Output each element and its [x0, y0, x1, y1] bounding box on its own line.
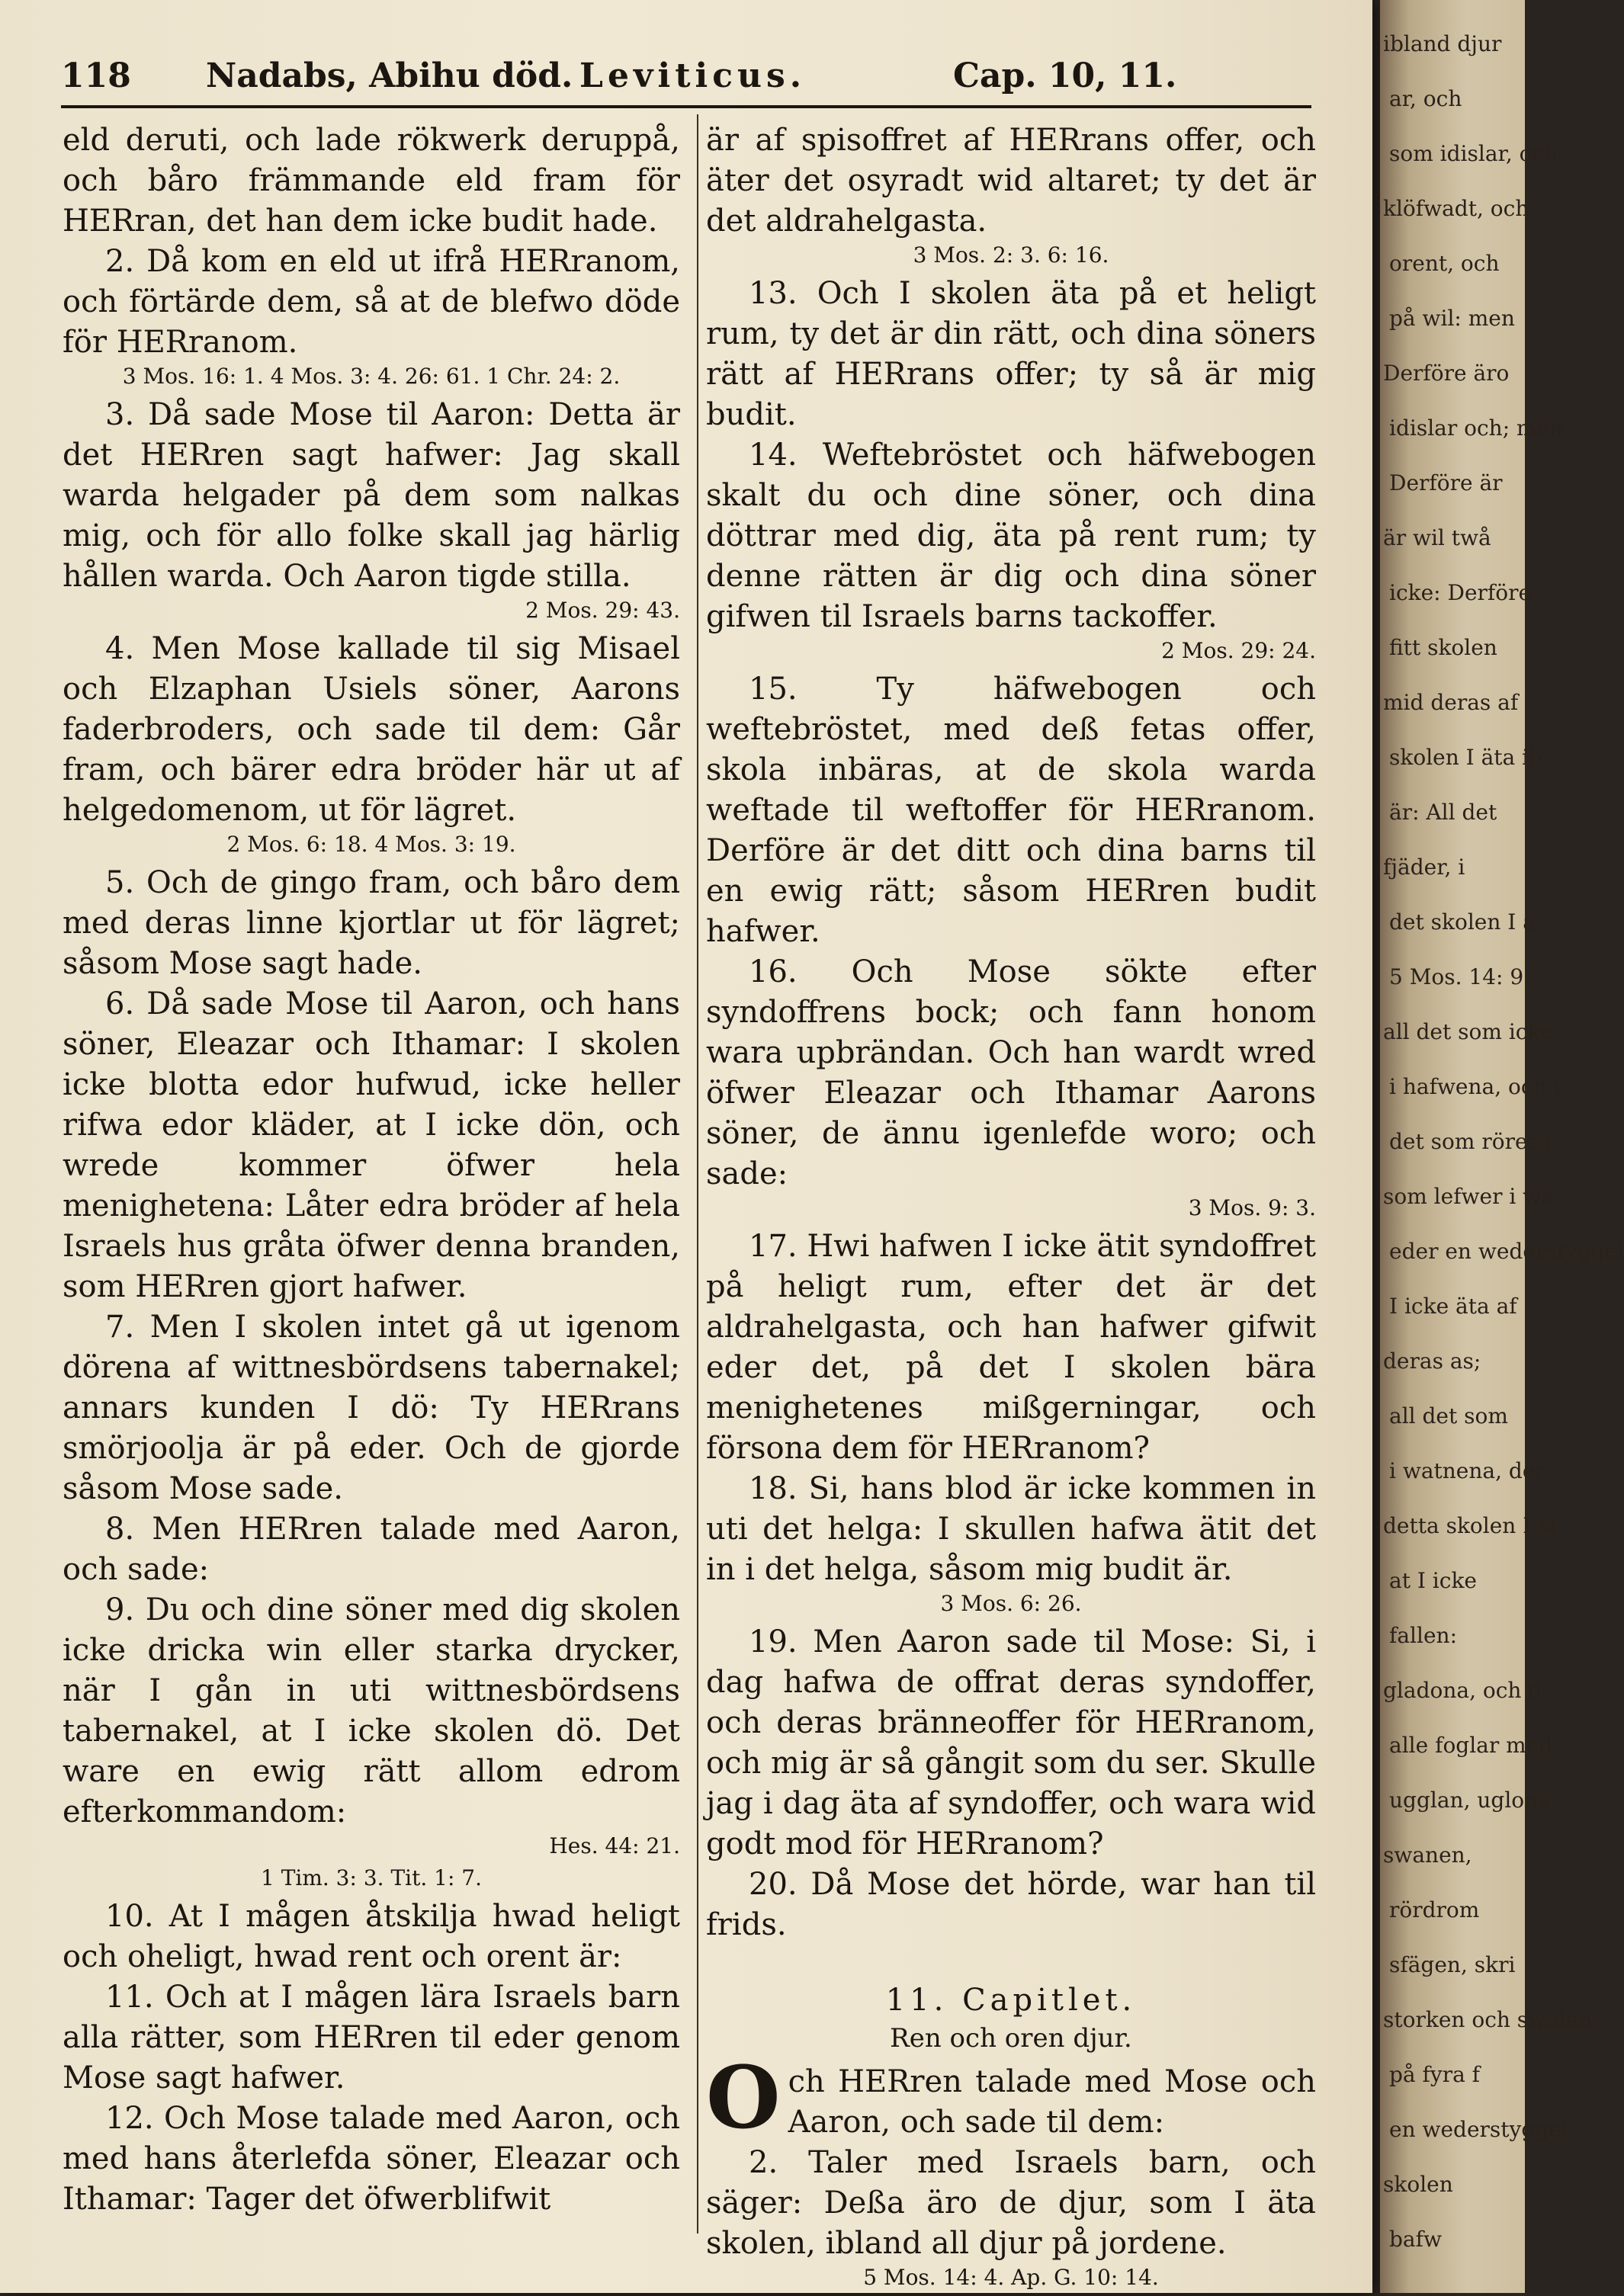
adjacent-page-text: som lefwer i wa: [1383, 1184, 1554, 1209]
adjacent-page-text: at I icke: [1389, 1568, 1477, 1593]
adjacent-page-text: är: All det: [1389, 800, 1497, 825]
adjacent-page-text: all det som icke: [1383, 1019, 1554, 1044]
chapter-first-verse: [706, 2048, 1316, 2148]
verse-paragraph: 7. Men I skolen intet gå ut igenom dörena af wittnesbördsens tabernakel; annars kunden I dö: Ty HERrans smörjoolja är på eder. Och de gjorde såsom Mose sade.: [63, 1310, 680, 1506]
adjacent-page-text: detta skolen I st: [1383, 1513, 1558, 1538]
verse-paragraph: 2. Då kom en eld ut ifrå HERranom, och förtärde dem, så at de blefwo döde för HERranom.: [63, 244, 680, 360]
adjacent-page-text: orent, och: [1389, 251, 1500, 276]
verse-paragraph: 2. Taler med Israels barn, och säger: Deßa äro de djur, som I äta skolen, ibland all djur på jordene.: [706, 2145, 1316, 2261]
verse-paragraph: 14. Weftebröstet och häfwebogen skalt du och dine söner, och dina döttrar med dig, äta på rent rum; ty denne rätten är dig och dina söner gifwen til Israels barns tackoffer.: [706, 438, 1316, 634]
cross-reference: 3 Mos. 9: 3.: [1188, 1195, 1316, 1220]
adjacent-page-text: skolen: [1383, 2172, 1453, 2197]
cross-reference: Hes. 44: 21.: [549, 1833, 680, 1858]
adjacent-page-text: som idislar, och: [1389, 141, 1558, 166]
verse-paragraph: 3. Då sade Mose til Aaron: Detta är det HERren sagt hafwer: Jag skall warda helgader på dem som nalkas mig, och för allo folke skall jag härlig hållen warda. Och Aaron tigde stilla.: [63, 397, 680, 594]
adjacent-page-text: Derföre är: [1389, 470, 1503, 495]
adjacent-page-text: rördrom: [1389, 1897, 1480, 1922]
adjacent-page-text: i watnena, der: [1389, 1458, 1545, 1483]
adjacent-page-text: swanen,: [1383, 1842, 1472, 1868]
adjacent-page-text: fallen:: [1389, 1623, 1458, 1648]
right-column-verses: [706, 120, 1316, 1945]
adjacent-page-text: icke: Derföre: [1389, 580, 1532, 605]
verse-paragraph: 12. Och Mose talade med Aaron, och med hans återlefda söner, Eleazar och Ithamar: Tager det öfwerblifwit: [63, 2101, 680, 2217]
verse-paragraph: 6. Då sade Mose til Aaron, och hans söner, Eleazar och Ithamar: I skolen icke blotta edor hufwud, icke heller rifwa edor kläder, at I icke dön, och wrede kommer öfwer hela menighetena: Låter edra bröder af hela Israels hus gråta öfwer denna branden, som HERren gjort hafwer.: [63, 986, 680, 1304]
cross-reference: 2 Mos. 6: 18. 4 Mos. 3: 19.: [226, 832, 516, 857]
verse-paragraph: 10. At I mågen åtskilja hwad heligt och oheligt, hwad rent och orent är:: [63, 1899, 680, 1974]
adjacent-page-text: är wil twå: [1383, 525, 1491, 550]
cross-reference: 2 Mos. 29: 43.: [525, 598, 680, 623]
verse-paragraph: 17. Hwi hafwen I icke ätit syndoffret på heligt rum, efter det är det aldrahelgasta, och han hafwer gifwit eder det, på det I skolen bära menighetenes mißgerningar, och försona dem för HERranom?: [706, 1229, 1316, 1466]
adjacent-page-text: klöfwadt, och: [1383, 196, 1529, 221]
cross-reference: 3 Mos. 2: 3. 6: 16.: [913, 242, 1109, 268]
verse-paragraph: 5. Och de gingo fram, och båro dem med deras linne kjortlar ut för lägret; såsom Mose sagt hade.: [63, 865, 680, 981]
chapter-verses: [706, 2143, 1316, 2291]
adjacent-page-text: ugglan, uglona,: [1389, 1788, 1558, 1813]
page-number: 118: [61, 56, 131, 95]
cross-reference: 3 Mos. 6: 26.: [940, 1591, 1082, 1616]
adjacent-page-text: fjäder, i: [1383, 855, 1465, 880]
chapter-summary: Ren och oren djur.: [890, 2023, 1132, 2054]
header-rule: [61, 105, 1311, 108]
first-verse-text: ch HERren talade med Mose och Aaron, och sade til dem:: [788, 2064, 1316, 2140]
adjacent-page-text: Derföre äro: [1383, 361, 1510, 386]
chapter-title: 11. Capitlet.: [885, 1983, 1137, 2018]
left-column: [63, 120, 680, 2220]
adjacent-page-text: ar, och: [1389, 86, 1462, 111]
adjacent-page-text: ibland djur: [1383, 31, 1502, 56]
verse-continuation: eld deruti, och lade rökwerk deruppå, och båro främmande eld fram för HERran, det han dem icke budit hade.: [63, 123, 680, 239]
adjacent-page-text: det skolen I ä: [1389, 909, 1536, 935]
adjacent-page-text: på fyra f: [1389, 2062, 1481, 2087]
adjacent-page-text: deras as;: [1383, 1348, 1481, 1374]
verse-paragraph: 19. Men Aaron sade til Mose: Si, i dag hafwa de offrat deras syndoffer, och deras bränneoffer för HERranom, och mig är så gångit som du ser. Skulle jag i dag äta af syndoffer, och wara wid godt mod för HERranom?: [706, 1624, 1316, 1861]
chapter-reference: Cap. 10, 11.: [953, 56, 1177, 95]
adjacent-page-text: idislar och; men: [1389, 415, 1564, 441]
verse-paragraph: 16. Och Mose sökte efter syndoffrens bock; och fann honom wara upbrändan. Och han wardt wred öfwer Eleazar och Ithamar Aarons söner, de ännu igenlefde woro; och sade:: [706, 954, 1316, 1191]
adjacent-page-text: I icke äta af: [1389, 1294, 1517, 1319]
adjacent-page-text: 5 Mos. 14: 9.: [1389, 964, 1531, 989]
adjacent-page-text: mid deras af: [1383, 690, 1519, 715]
verse-paragraph: 9. Du och dine söner med dig skolen icke dricka win eller starka drycker, när I gån in uti wittnesbördsens tabernakel, at I icke skolen dö. Det ware en ewig rätt allom edrom efterkommandom:: [63, 1592, 680, 1829]
right-column: [706, 120, 1316, 2296]
adjacent-page-text: alle foglar med: [1389, 1733, 1553, 1758]
running-head-left: Nadabs, Abihu död.: [206, 56, 573, 95]
verse-paragraph: 13. Och I skolen äta på et heligt rum, ty det är din rätt, och dina söners rätt af HERrans offer; ty så är mig budit.: [706, 276, 1316, 432]
adjacent-page-text: fitt skolen: [1389, 635, 1497, 660]
verse-paragraph: 18. Si, hans blod är icke kommen in uti det helga: I skullen hafwa ätit det in i det helga, såsom mig budit är.: [706, 1471, 1316, 1587]
adjacent-page-text: storken och swalan: [1383, 2007, 1593, 2032]
verse-paragraph: 8. Men HERren talade med Aaron, och sade:: [63, 1512, 680, 1587]
adjacent-page-text: all det som: [1389, 1403, 1508, 1429]
verse-continuation: är af spisoffret af HERrans offer, och äter det osyradt wid altaret; ty det är det aldrahelgasta.: [706, 123, 1316, 239]
adjacent-page-text: skolen I äta ib: [1389, 745, 1543, 770]
cross-reference: 2 Mos. 29: 24.: [1161, 638, 1316, 663]
cross-reference: 1 Tim. 3: 3. Tit. 1: 7.: [260, 1865, 482, 1890]
running-head: [61, 53, 1311, 99]
verse-paragraph: 11. Och at I mågen lära Israels barn alla rätter, som HERren til eder genom Mose sagt hafwer.: [63, 1980, 680, 2096]
drop-cap: O: [706, 2048, 781, 2148]
adjacent-page-text: det som röres i: [1389, 1129, 1552, 1154]
verse-paragraph: 4. Men Mose kallade til sig Misael och Elzaphan Usiels söner, Aarons faderbroders, och sade til dem: Går fram, och bärer edra bröder här ut af helgedomenom, ut för lägret.: [63, 631, 680, 828]
adjacent-page-text: en wederstyggel: [1389, 2117, 1568, 2142]
adjacent-page-edge: [1380, 0, 1624, 2293]
adjacent-page-text: sfägen, skri: [1389, 1952, 1516, 1977]
adjacent-page-text: på wil: men: [1389, 306, 1515, 331]
column-divider: [697, 114, 698, 2233]
adjacent-page-text: gladona, och d: [1383, 1678, 1542, 1703]
adjacent-page-text: eder en wederstyggel: [1389, 1239, 1624, 1264]
adjacent-page-text: bafw: [1389, 2227, 1442, 2252]
adjacent-page-text: i hafwena, och i: [1389, 1074, 1561, 1099]
verse-paragraph: 15. Ty häfwebogen och weftebröstet, med deß fetas offer, skola inbäras, at de skola warda weftade til weftoffer för HERranom. Derföre är det ditt och dina barns til en ewig rätt; såsom HERren budit hafwer.: [706, 672, 1316, 949]
verse-paragraph: 20. Då Mose det hörde, war han til frids.: [706, 1867, 1316, 1942]
cross-reference: 3 Mos. 16: 1. 4 Mos. 3: 4. 26: 61. 1 Chr. 24: 2.: [122, 364, 621, 389]
cross-reference: 5 Mos. 14: 4. Ap. G. 10: 14.: [863, 2265, 1159, 2290]
book-title: Leviticus.: [579, 56, 807, 95]
